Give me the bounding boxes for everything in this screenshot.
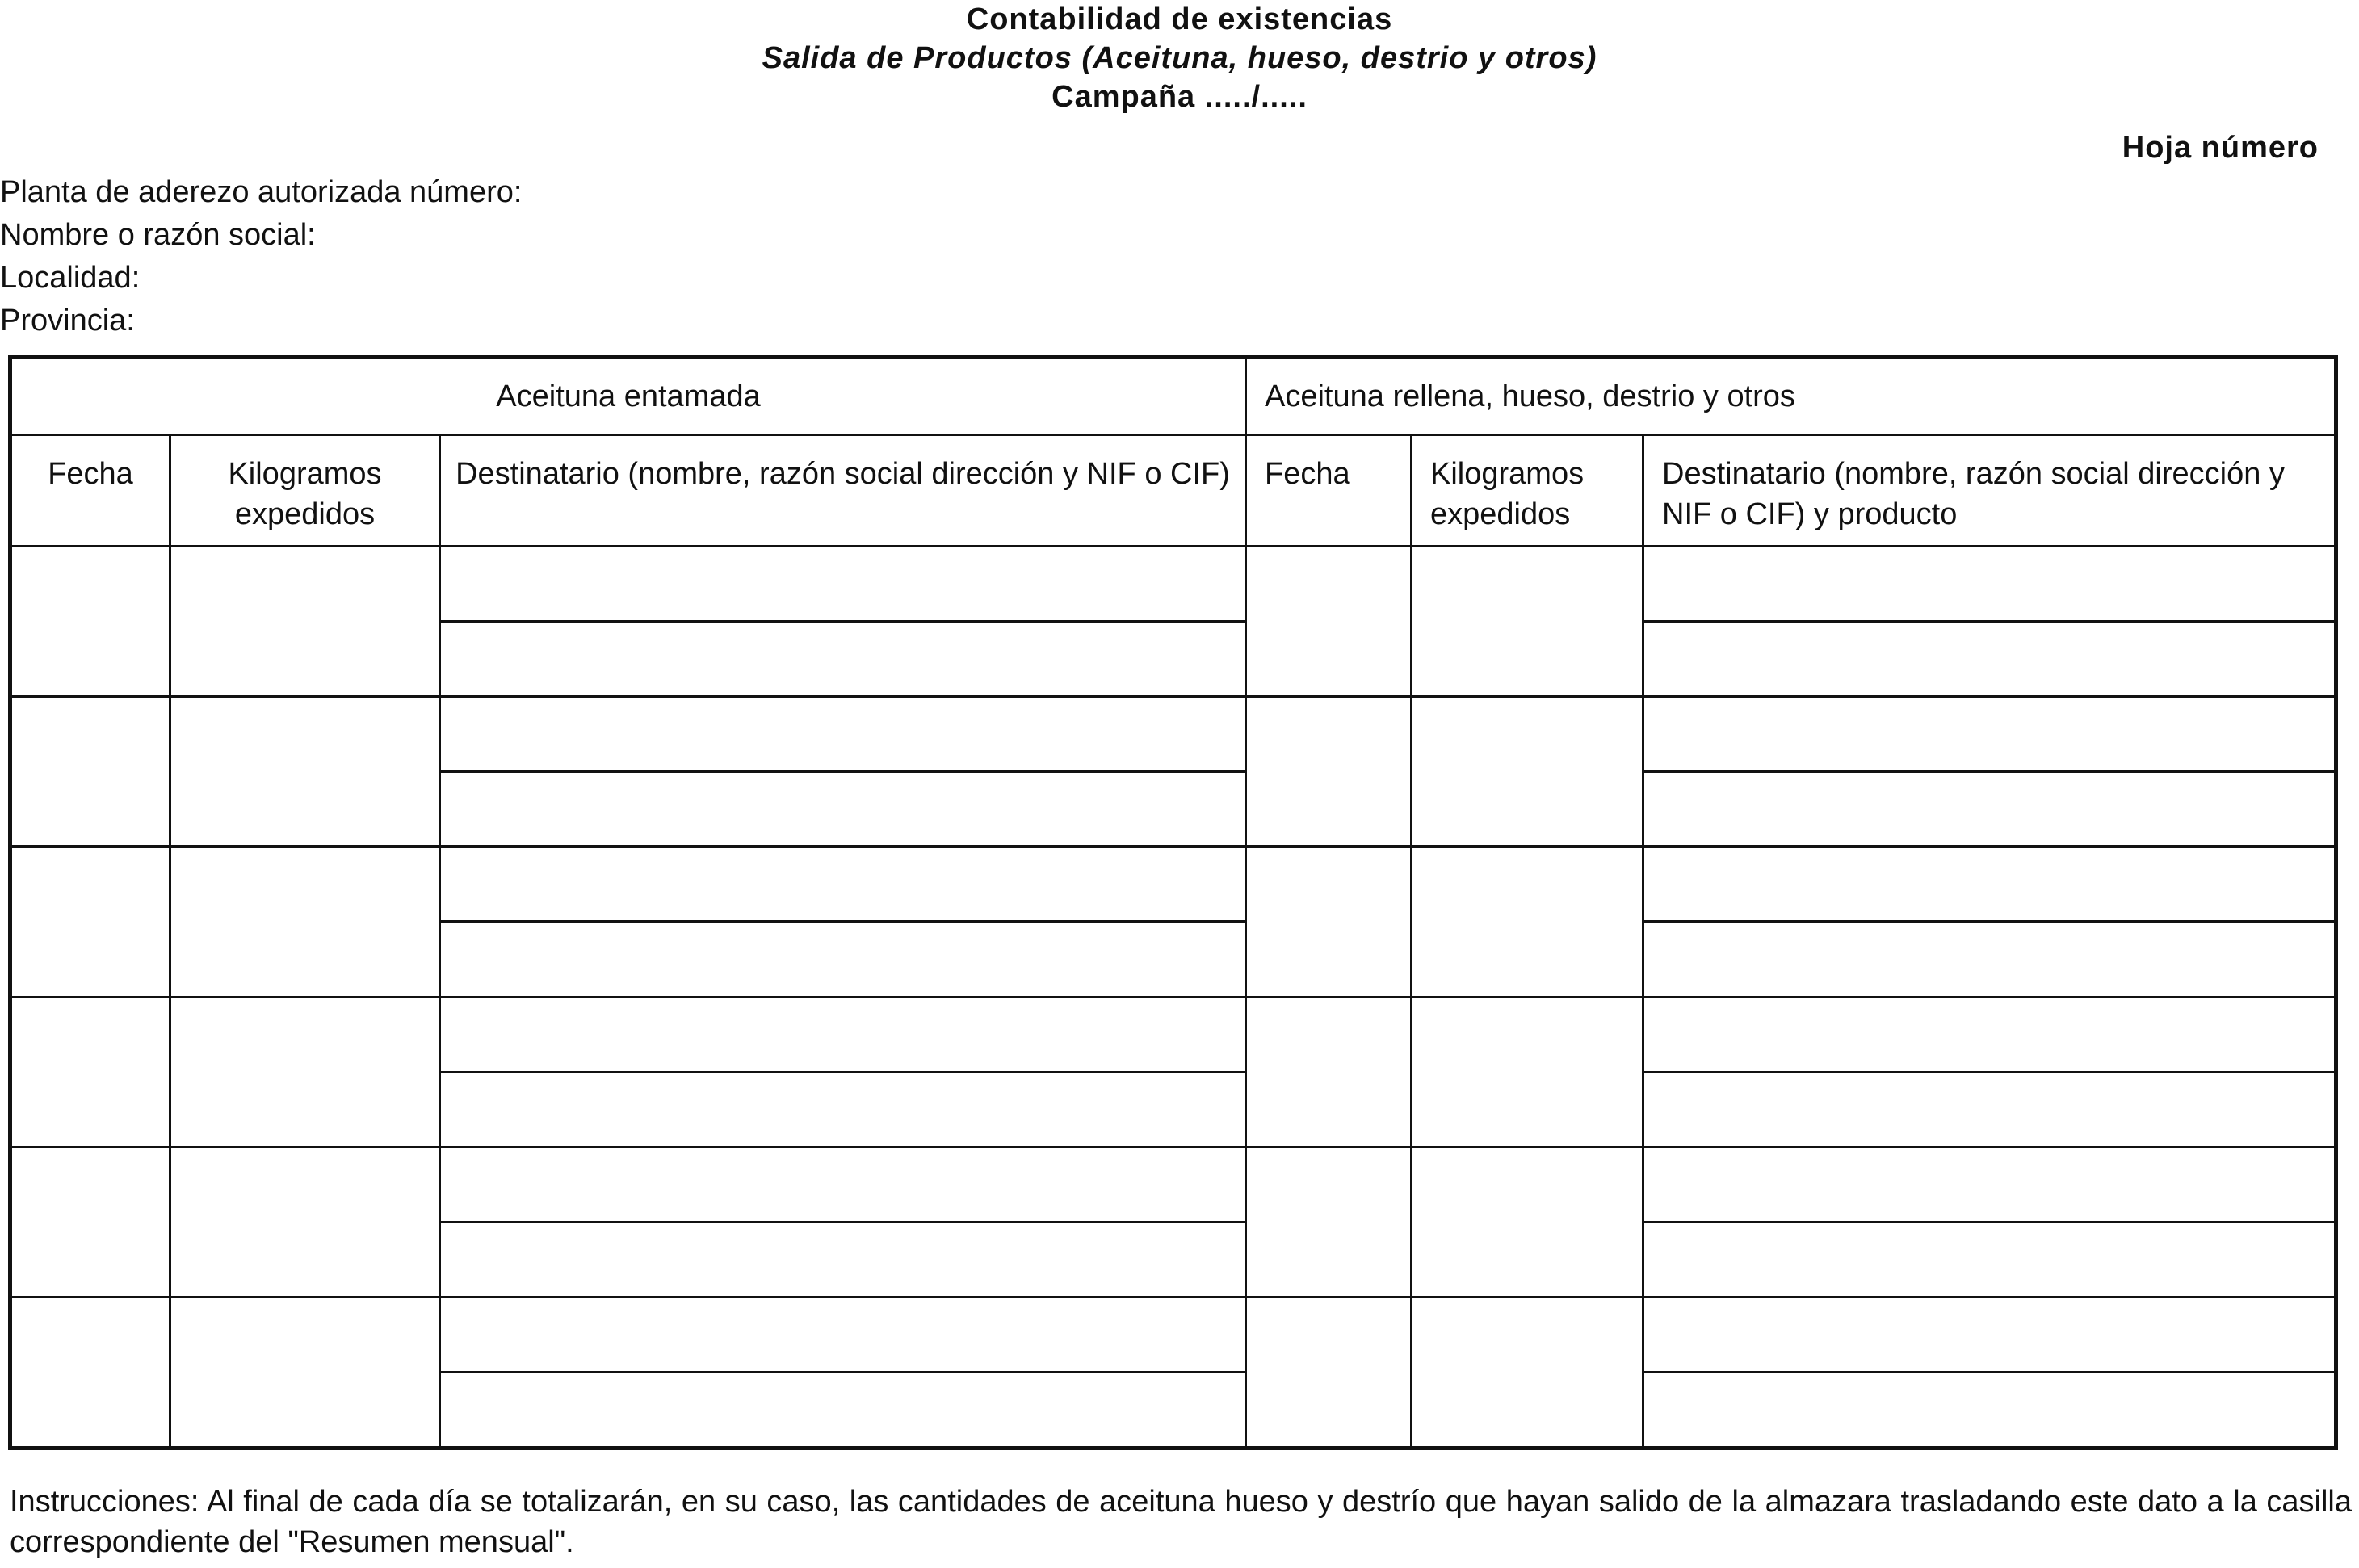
- date-cell[interactable]: [10, 1298, 170, 1449]
- table-row: [10, 1298, 2336, 1373]
- date-cell[interactable]: [1246, 1147, 1412, 1298]
- column-header-recipient: Destinatario (nombre, razón social dirección y NIF o CIF): [440, 435, 1246, 547]
- recipient-cell[interactable]: [440, 1298, 1246, 1373]
- recipient-cell[interactable]: [440, 847, 1246, 922]
- column-header-date: Fecha: [10, 435, 170, 547]
- table-row: [10, 1147, 2336, 1222]
- recipient-cell[interactable]: [440, 1072, 1246, 1147]
- kilograms-cell[interactable]: [1412, 1298, 1643, 1449]
- date-cell[interactable]: [1246, 697, 1412, 847]
- table-row: [10, 547, 2336, 622]
- date-cell[interactable]: [10, 697, 170, 847]
- recipient-cell[interactable]: [1643, 847, 2336, 922]
- document-title: Contabilidad de existencias: [966, 2, 1393, 36]
- recipient-cell[interactable]: [440, 922, 1246, 997]
- kilograms-cell[interactable]: [170, 847, 440, 997]
- recipient-cell[interactable]: [1643, 1072, 2336, 1147]
- kilograms-cell[interactable]: [170, 697, 440, 847]
- group-header-stuffed-olives-and-others: Aceituna rellena, hueso, destrio y otros: [1246, 358, 2336, 435]
- group-header-table-olives: Aceituna entamada: [10, 358, 1246, 435]
- recipient-cell[interactable]: [1643, 1373, 2336, 1449]
- date-cell[interactable]: [1246, 847, 1412, 997]
- document-subtitle: Salida de Productos (Aceituna, hueso, destrio y otros): [762, 41, 1597, 75]
- campaign-line: Campaña ...../.....: [1051, 80, 1308, 114]
- date-cell[interactable]: [1246, 547, 1412, 697]
- recipient-cell[interactable]: [1643, 772, 2336, 847]
- recipient-cell[interactable]: [1643, 697, 2336, 772]
- column-header-kilograms: Kilogramos expedidos: [1412, 435, 1643, 547]
- column-header-date: Fecha: [1246, 435, 1412, 547]
- column-header-kilograms: Kilogramos expedidos: [170, 435, 440, 547]
- date-cell[interactable]: [10, 847, 170, 997]
- recipient-cell[interactable]: [1643, 997, 2336, 1072]
- company-name-field: Nombre o razón social:: [0, 218, 316, 252]
- kilograms-cell[interactable]: [170, 997, 440, 1147]
- kilograms-cell[interactable]: [170, 547, 440, 697]
- recipient-cell[interactable]: [440, 622, 1246, 697]
- table-row: [10, 847, 2336, 922]
- column-header-recipient-and-product: Destinatario (nombre, razón social dirección y NIF o CIF) y producto: [1643, 435, 2336, 547]
- kilograms-cell[interactable]: [1412, 997, 1643, 1147]
- date-cell[interactable]: [10, 997, 170, 1147]
- table-row: [10, 997, 2336, 1072]
- recipient-cell[interactable]: [440, 772, 1246, 847]
- kilograms-cell[interactable]: [1412, 697, 1643, 847]
- date-cell[interactable]: [1246, 997, 1412, 1147]
- entry-rows: [10, 547, 2336, 1449]
- kilograms-cell[interactable]: [170, 1147, 440, 1298]
- plant-info-block: [0, 171, 522, 342]
- date-cell[interactable]: [10, 547, 170, 697]
- kilograms-cell[interactable]: [1412, 1147, 1643, 1298]
- recipient-cell[interactable]: [1643, 622, 2336, 697]
- date-cell[interactable]: [1246, 1298, 1412, 1449]
- recipient-cell[interactable]: [440, 547, 1246, 622]
- document-header: [0, 0, 2359, 116]
- recipient-cell[interactable]: [440, 1373, 1246, 1449]
- recipient-cell[interactable]: [440, 1147, 1246, 1222]
- instructions-note: Instrucciones: Al final de cada día se totalizarán, en su caso, las cantidades de aceituna hueso y destrío que hayan salido de la almazara trasladando este dato a la casilla correspondiente del "Resumen mensual".: [10, 1485, 2352, 1559]
- recipient-cell[interactable]: [1643, 922, 2336, 997]
- recipient-cell[interactable]: [440, 1222, 1246, 1298]
- recipient-cell[interactable]: [1643, 1222, 2336, 1298]
- table-row: [10, 697, 2336, 772]
- kilograms-cell[interactable]: [1412, 547, 1643, 697]
- province-field: Provincia:: [0, 304, 135, 337]
- kilograms-cell[interactable]: [170, 1298, 440, 1449]
- plant-number-field: Planta de aderezo autorizada número:: [0, 175, 523, 209]
- product-output-table: [8, 355, 2338, 1450]
- recipient-cell[interactable]: [440, 997, 1246, 1072]
- sheet-number-label: Hoja número: [2122, 131, 2319, 165]
- kilograms-cell[interactable]: [1412, 847, 1643, 997]
- date-cell[interactable]: [10, 1147, 170, 1298]
- recipient-cell[interactable]: [1643, 1147, 2336, 1222]
- recipient-cell[interactable]: [1643, 547, 2336, 622]
- recipient-cell[interactable]: [1643, 1298, 2336, 1373]
- locality-field: Localidad:: [0, 261, 141, 295]
- recipient-cell[interactable]: [440, 697, 1246, 772]
